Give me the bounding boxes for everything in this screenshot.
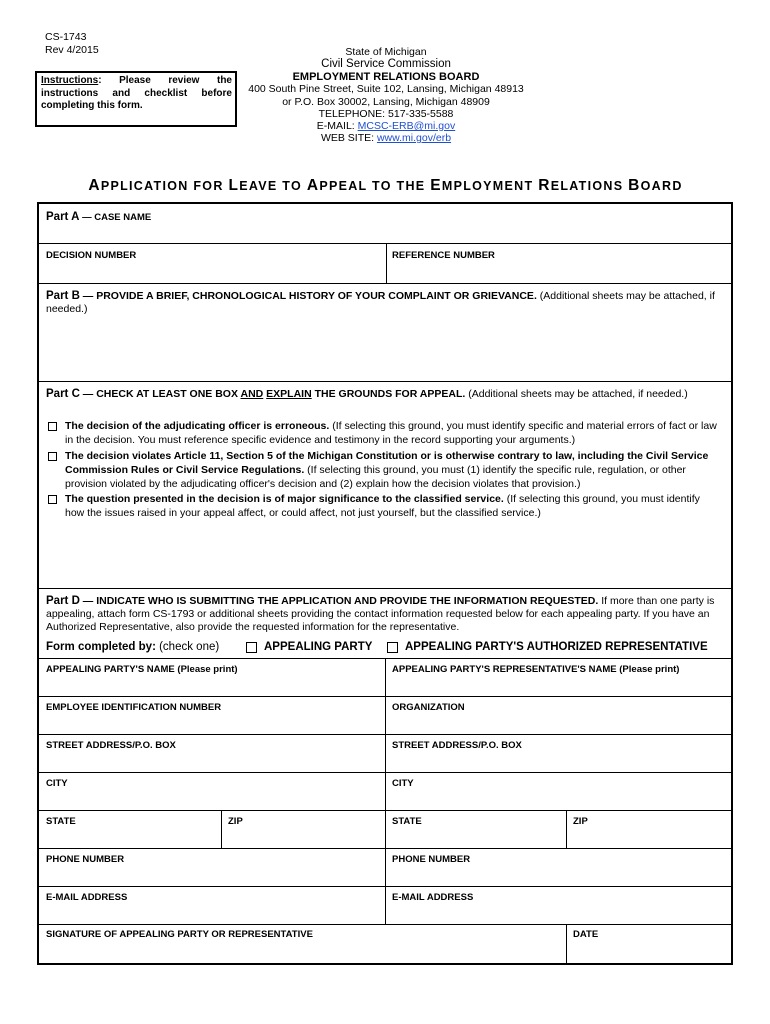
part-a-label: Part A — [46, 211, 80, 223]
ground-significance-text — [65, 492, 721, 520]
ground-significance-title: The question presented in the decision is of major significance to the classified service. — [65, 493, 504, 505]
ground-erroneous-checkbox[interactable] — [48, 422, 57, 431]
part-c-and: AND — [240, 388, 264, 400]
divider — [39, 243, 731, 244]
divider — [566, 810, 567, 848]
authorized-rep-option-label: APPEALING PARTY'S AUTHORIZED REPRESENTATIVE — [405, 641, 708, 653]
title-part: PPLICATION FOR — [100, 179, 229, 193]
divider — [221, 810, 222, 848]
check-one-note: (check one) — [155, 641, 220, 653]
divider — [39, 696, 731, 697]
part-d-instruction: — INDICATE WHO IS SUBMITTING THE APPLICATION AND PROVIDE THE INFORMATION REQUESTED. — [79, 595, 599, 607]
form-title — [38, 177, 733, 195]
agency-header — [240, 46, 532, 144]
street-right-label: STREET ADDRESS/P.O. BOX — [392, 740, 522, 751]
ground-erroneous-text — [65, 419, 721, 447]
instructions-label: Instructions — [41, 75, 99, 86]
state-right-label: STATE — [392, 816, 422, 827]
commission-name: Civil Service Commission — [321, 58, 451, 71]
part-b-heading — [46, 290, 718, 316]
part-c-label: Part C — [46, 388, 80, 400]
part-b-label: Part B — [46, 290, 80, 302]
ground-violation-title: The decision violates Article 11, Section 5 of the Michigan Constitution or is otherwise contrary to law, including the Civil Service Commission Rules or Civil Service Regulations. — [65, 450, 709, 476]
divider — [39, 924, 731, 925]
appealing-party-option — [264, 641, 372, 654]
date-label: DATE — [573, 929, 599, 940]
form-code — [45, 31, 99, 57]
part-b-instruction: — PROVIDE A BRIEF, CHRONOLOGICAL HISTORY OF YOUR COMPLAINT OR GRIEVANCE. — [79, 290, 537, 302]
ground-violation-checkbox[interactable] — [48, 452, 57, 461]
ground-erroneous-desc: (If selecting this ground, you must identify specific and material errors of fact or law in the decision. You must reference specific evidence and testimony in the record supporting your arguments.) — [65, 420, 717, 446]
title-cap: R — [538, 177, 551, 194]
ground-significance-checkbox[interactable] — [48, 495, 57, 504]
divider — [39, 381, 731, 382]
title-cap: A — [88, 177, 101, 194]
ground-erroneous-title: The decision of the adjudicating officer is erroneous. — [65, 420, 330, 432]
authorized-rep-option — [405, 641, 708, 654]
title-part: EAVE TO — [239, 179, 307, 193]
phone-left-label: PHONE NUMBER — [46, 854, 125, 865]
part-d-note: If more than one party is appealing, attach form CS-1793 or additional sheets providing the contact information requested below for each appealing party. If you have an Authorized Representative, also provide the requested information for the representative. — [46, 595, 715, 633]
form-number: CS-1743 — [45, 31, 87, 43]
ground-violation-desc: (If selecting this ground, you must (1) identify the specific rule, regulation, or other provision violated by the adjudicating officer's decision and (2) explain how the decision violates that provision.) — [65, 464, 686, 490]
email-right-label: E-MAIL ADDRESS — [392, 892, 474, 903]
email-label: E-MAIL: — [316, 120, 358, 133]
title-part: ELATIONS — [550, 179, 629, 193]
email-left-label: E-MAIL ADDRESS — [46, 892, 128, 903]
part-c-instruction-end: THE GROUNDS FOR APPEAL. — [311, 388, 466, 400]
signature-label: SIGNATURE OF APPEALING PARTY OR REPRESENTATIVE — [46, 929, 313, 940]
website-link[interactable]: www.mi.gov/erb — [376, 132, 452, 145]
street-left-label: STREET ADDRESS/P.O. BOX — [46, 740, 176, 751]
form-frame — [37, 202, 733, 965]
appealing-party-option-label: APPEALING PARTY — [264, 641, 373, 653]
title-part: OARD — [640, 179, 683, 193]
email-line — [240, 120, 532, 132]
instructions-text: : Please review the instructions and checklist before completing this form. — [41, 75, 232, 111]
ground-significance-desc: (If selecting this ground, you must identify how the issues raised in your appeal affect, or could affect, not just yourself, but the classified service.) — [65, 493, 700, 519]
title-cap: B — [628, 177, 641, 194]
divider — [39, 734, 731, 735]
divider — [385, 658, 386, 924]
employee-id-label: EMPLOYEE IDENTIFICATION NUMBER — [46, 702, 222, 713]
zip-right-label: ZIP — [573, 816, 588, 827]
instructions-box — [35, 71, 237, 127]
organization-label: ORGANIZATION — [392, 702, 465, 713]
divider — [39, 848, 731, 849]
city-left-label: CITY — [46, 778, 68, 789]
appealing-party-checkbox[interactable] — [246, 642, 257, 653]
form-revision: Rev 4/2015 — [45, 44, 99, 56]
rep-name-label: APPEALING PARTY'S REPRESENTATIVE'S NAME (Please print) — [392, 664, 680, 675]
part-c-note: (Additional sheets may be attached, if needed.) — [465, 388, 688, 400]
authorized-rep-checkbox[interactable] — [387, 642, 398, 653]
part-c-explain: EXPLAIN — [266, 388, 312, 400]
case-name-label: — CASE NAME — [79, 212, 152, 223]
reference-number-label: REFERENCE NUMBER — [392, 250, 495, 261]
title-cap: L — [228, 177, 240, 194]
state-left-label: STATE — [46, 816, 76, 827]
city-right-label: CITY — [392, 778, 414, 789]
zip-left-label: ZIP — [228, 816, 243, 827]
decision-number-label: DECISION NUMBER — [46, 250, 137, 261]
website-label: WEB SITE: — [320, 132, 377, 145]
title-part: MPLOYMENT — [441, 179, 539, 193]
part-a-heading — [46, 211, 151, 224]
divider — [39, 810, 731, 811]
board-name: EMPLOYMENT RELATIONS BOARD — [292, 71, 480, 84]
divider — [39, 886, 731, 887]
title-cap: A — [306, 177, 320, 194]
title-part: PPEAL TO THE — [319, 179, 431, 193]
state-name: State of Michigan — [345, 46, 427, 58]
phone-right-label: PHONE NUMBER — [392, 854, 471, 865]
ground-violation-text — [65, 449, 725, 491]
address-line-1: 400 South Pine Street, Suite 102, Lansing, Michigan 48913 — [248, 83, 524, 96]
divider — [39, 588, 731, 589]
part-d-label: Part D — [46, 595, 80, 607]
divider — [386, 243, 387, 283]
part-c-heading — [46, 388, 718, 401]
part-b-note: (Additional sheets may be attached, if needed.) — [46, 290, 715, 315]
completed-by-row — [46, 641, 219, 654]
website-line — [240, 132, 532, 144]
divider — [39, 283, 731, 284]
part-d-heading — [46, 595, 722, 634]
email-link[interactable]: MCSC-ERB@mi.gov — [357, 120, 456, 133]
divider — [566, 924, 567, 965]
title-cap: E — [430, 177, 442, 194]
telephone: TELEPHONE: 517-335-5588 — [318, 107, 454, 120]
party-name-label: APPEALING PARTY'S NAME (Please print) — [46, 664, 238, 675]
part-c-instruction: — CHECK AT LEAST ONE BOX — [79, 388, 241, 400]
completed-by-label: Form completed by: — [46, 641, 156, 653]
address-line-2: or P.O. Box 30002, Lansing, Michigan 48909 — [282, 95, 490, 108]
divider — [39, 772, 731, 773]
